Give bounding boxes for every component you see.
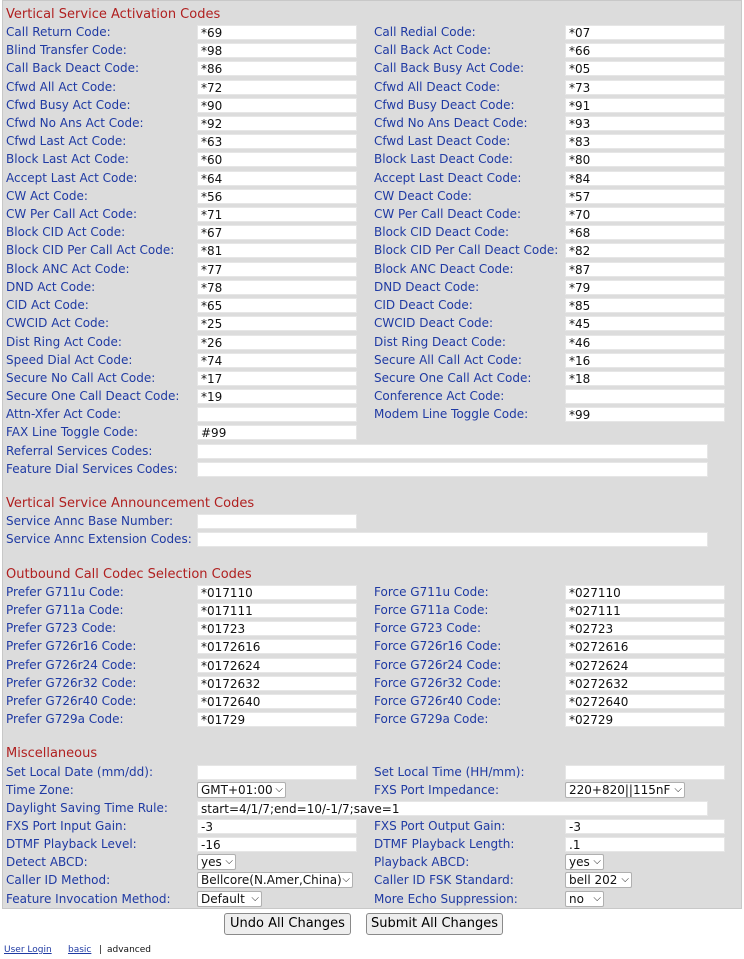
code-input[interactable]: *83	[565, 134, 725, 149]
code-label: Secure All Call Act Code:	[374, 353, 522, 367]
codec-input[interactable]: *02723	[565, 621, 725, 636]
code-input[interactable]: *45	[565, 316, 725, 331]
code-label: Call Redial Code:	[374, 25, 476, 39]
section-title-vertical-service-announcement: Vertical Service Announcement Codes	[6, 496, 255, 511]
chevron-down-icon: ⌵	[593, 893, 601, 904]
code-label: Cfwd No Ans Deact Code:	[374, 116, 528, 130]
undo-all-changes-button[interactable]: Undo All Changes	[224, 913, 351, 935]
user-login-link[interactable]: User Login	[4, 945, 52, 955]
code-input[interactable]: *46	[565, 335, 725, 350]
code-input[interactable]: *79	[565, 280, 725, 295]
code-input[interactable]: *70	[565, 207, 725, 222]
code-label: CWCID Deact Code:	[374, 316, 494, 330]
code-input[interactable]: *73	[565, 80, 725, 95]
service-annc-base-label: Service Annc Base Number:	[6, 514, 174, 528]
fxs-input-gain-label: FXS Port Input Gain:	[6, 819, 127, 833]
code-input[interactable]: *07	[565, 25, 725, 40]
code-label: CW Per Call Act Code:	[6, 207, 138, 221]
codec-label: Force G726r16 Code:	[374, 639, 502, 653]
feature-invocation-select[interactable]	[197, 891, 262, 907]
codec-input[interactable]: *027110	[565, 585, 725, 600]
code-label: Speed Dial Act Code:	[6, 353, 133, 367]
feature-invocation-select-value: Default	[201, 892, 245, 906]
codec-label: Prefer G723 Code:	[6, 621, 117, 635]
code-input[interactable]: *93	[565, 116, 725, 131]
code-label: CW Act Code:	[6, 189, 88, 203]
code-input[interactable]: *26	[197, 335, 357, 350]
code-input[interactable]: *18	[565, 371, 725, 386]
fxs-input-gain-input[interactable]: -3	[197, 819, 357, 834]
referral-services-label: Referral Services Codes:	[6, 444, 153, 458]
code-input[interactable]: *85	[565, 298, 725, 313]
codec-label: Prefer G726r32 Code:	[6, 676, 137, 690]
codec-input[interactable]: *0172624	[197, 658, 357, 673]
code-label: Dist Ring Deact Code:	[374, 335, 506, 349]
codec-label: Force G729a Code:	[374, 712, 489, 726]
code-label: Block CID Per Call Deact Code:	[374, 243, 559, 257]
chevron-down-icon: ⌵	[342, 874, 350, 885]
chevron-down-icon: ⌵	[621, 874, 629, 885]
time-zone-select-value: GMT+01:00	[201, 783, 273, 797]
codec-input[interactable]: *02729	[565, 712, 725, 727]
code-input[interactable]	[197, 407, 357, 422]
code-input[interactable]: *98	[197, 43, 357, 58]
section-title-miscellaneous: Miscellaneous	[6, 746, 98, 761]
code-label: Secure One Call Act Code:	[374, 371, 532, 385]
codec-label: Prefer G726r16 Code:	[6, 639, 137, 653]
code-label: Secure One Call Deact Code:	[6, 389, 180, 403]
more-echo-suppression-label: More Echo Suppression:	[374, 892, 518, 906]
code-label: CID Act Code:	[6, 298, 89, 312]
chevron-down-icon: ⌵	[251, 893, 259, 904]
section-title-codec-selection: Outbound Call Codec Selection Codes	[6, 567, 252, 582]
code-label: Accept Last Deact Code:	[374, 171, 522, 185]
codec-label: Prefer G711a Code:	[6, 603, 124, 617]
codec-input[interactable]: *0272640	[565, 694, 725, 709]
advanced-label: advanced	[107, 945, 151, 955]
code-input[interactable]: *71	[197, 207, 357, 222]
dtmf-playback-length-input[interactable]: .1	[565, 837, 725, 852]
codec-label: Prefer G726r24 Code:	[6, 658, 137, 672]
code-label: Dist Ring Act Code:	[6, 335, 122, 349]
code-input[interactable]: *92	[197, 116, 357, 131]
set-local-time-label: Set Local Time (HH/mm):	[374, 765, 525, 779]
code-input[interactable]: *78	[197, 280, 357, 295]
code-label: Cfwd Busy Deact Code:	[374, 98, 515, 112]
code-input[interactable]: *05	[565, 61, 725, 76]
codec-label: Force G726r32 Code:	[374, 676, 502, 690]
fxs-port-impedance-select-value: 220+820||115nF	[569, 783, 671, 797]
time-zone-label: Time Zone:	[6, 783, 74, 797]
codec-input[interactable]: *0272632	[565, 676, 725, 691]
code-label: Attn-Xfer Act Code:	[6, 407, 122, 421]
code-label: Call Return Code:	[6, 25, 111, 39]
code-label: Block Last Act Code:	[6, 152, 129, 166]
detect-abcd-select-value: yes	[201, 855, 222, 869]
daylight-saving-label: Daylight Saving Time Rule:	[6, 801, 168, 815]
code-label: Cfwd All Deact Code:	[374, 80, 501, 94]
code-input[interactable]: *84	[565, 171, 725, 186]
code-input[interactable]: *72	[197, 80, 357, 95]
code-label: Blind Transfer Code:	[6, 43, 127, 57]
set-local-time-input[interactable]	[565, 765, 725, 780]
footer-separator: |	[99, 945, 103, 955]
code-input[interactable]: *66	[565, 43, 725, 58]
detect-abcd-label: Detect ABCD:	[6, 855, 88, 869]
code-label: CW Per Call Deact Code:	[374, 207, 522, 221]
caller-id-fsk-label: Caller ID FSK Standard:	[374, 873, 514, 887]
code-label: Cfwd Busy Act Code:	[6, 98, 131, 112]
chevron-down-icon: ⌵	[593, 856, 601, 867]
code-input[interactable]: *74	[197, 353, 357, 368]
code-input[interactable]: *60	[197, 152, 357, 167]
service-annc-ext-label: Service Annc Extension Codes:	[6, 532, 192, 546]
daylight-saving-input[interactable]: start=4/1/7;end=10/-1/7;save=1	[197, 801, 708, 816]
submit-all-changes-button[interactable]: Submit All Changes	[366, 913, 503, 935]
basic-link[interactable]: basic	[68, 945, 92, 955]
fxs-output-gain-input[interactable]: -3	[565, 819, 725, 834]
code-input[interactable]: *57	[565, 189, 725, 204]
codec-input[interactable]: *027111	[565, 603, 725, 618]
code-label: Block CID Act Code:	[6, 225, 126, 239]
fxs-port-impedance-select[interactable]	[565, 782, 685, 798]
code-input[interactable]: *17	[197, 371, 357, 386]
caller-id-method-select[interactable]	[197, 872, 353, 888]
code-input[interactable]: *86	[197, 61, 357, 76]
code-label: FAX Line Toggle Code:	[6, 425, 139, 439]
code-label: Call Back Deact Code:	[6, 61, 140, 75]
code-input[interactable]: *82	[565, 243, 725, 258]
codec-input[interactable]: *0172632	[197, 676, 357, 691]
code-label: DND Deact Code:	[374, 280, 480, 294]
code-label: CID Deact Code:	[374, 298, 473, 312]
code-input[interactable]: *77	[197, 262, 357, 277]
code-label: DND Act Code:	[6, 280, 96, 294]
dtmf-playback-level-label: DTMF Playback Level:	[6, 837, 137, 851]
code-label: CW Deact Code:	[374, 189, 472, 203]
feature-invocation-label: Feature Invocation Method:	[6, 892, 171, 906]
caller-id-fsk-select[interactable]	[565, 872, 632, 888]
code-label: Block ANC Deact Code:	[374, 262, 514, 276]
detect-abcd-select[interactable]	[197, 854, 236, 870]
code-input[interactable]: *90	[197, 98, 357, 113]
code-input[interactable]: *91	[565, 98, 725, 113]
code-label: Call Back Act Code:	[374, 43, 492, 57]
code-input[interactable]: *56	[197, 189, 357, 204]
code-input[interactable]: *63	[197, 134, 357, 149]
feature-dial-services-label: Feature Dial Services Codes:	[6, 462, 178, 476]
more-echo-suppression-select-value: no	[569, 892, 584, 906]
caller-id-method-select-value: Bellcore(N.Amer,China)	[201, 873, 342, 887]
codec-input[interactable]: *0272616	[565, 639, 725, 654]
caller-id-fsk-select-value: bell 202	[569, 873, 618, 887]
codec-label: Force G711u Code:	[374, 585, 489, 599]
codec-label: Prefer G729a Code:	[6, 712, 124, 726]
codec-input[interactable]: *0172616	[197, 639, 357, 654]
codec-input[interactable]: *017111	[197, 603, 357, 618]
chevron-down-icon: ⌵	[674, 784, 682, 795]
code-label: Conference Act Code:	[374, 389, 505, 403]
code-label: Cfwd Last Act Code:	[6, 134, 127, 148]
feature-dial-services-input[interactable]	[197, 462, 708, 477]
set-local-date-label: Set Local Date (mm/dd):	[6, 765, 153, 779]
codec-input[interactable]: *0272624	[565, 658, 725, 673]
dtmf-playback-length-label: DTMF Playback Length:	[374, 837, 515, 851]
code-input[interactable]: *81	[197, 243, 357, 258]
code-input[interactable]: *80	[565, 152, 725, 167]
section-title-vertical-service-activation: Vertical Service Activation Codes	[6, 7, 221, 22]
code-input[interactable]: *65	[197, 298, 357, 313]
code-input[interactable]: *19	[197, 389, 357, 404]
code-input[interactable]: *87	[565, 262, 725, 277]
code-input[interactable]: *69	[197, 25, 357, 40]
chevron-down-icon: ⌵	[275, 784, 283, 795]
time-zone-select[interactable]	[197, 782, 286, 798]
codec-label: Force G726r24 Code:	[374, 658, 502, 672]
code-label: Block Last Deact Code:	[374, 152, 513, 166]
code-label: CWCID Act Code:	[6, 316, 110, 330]
codec-label: Force G711a Code:	[374, 603, 489, 617]
code-input[interactable]: *67	[197, 225, 357, 240]
code-label: Block CID Deact Code:	[374, 225, 510, 239]
code-label: Block ANC Act Code:	[6, 262, 130, 276]
codec-input[interactable]: *01729	[197, 712, 357, 727]
code-label: Block CID Per Call Act Code:	[6, 243, 175, 257]
more-echo-suppression-select[interactable]	[565, 891, 604, 907]
code-input[interactable]: *25	[197, 316, 357, 331]
code-label: Cfwd All Act Code:	[6, 80, 117, 94]
codec-label: Prefer G711u Code:	[6, 585, 124, 599]
code-label: Cfwd No Ans Act Code:	[6, 116, 144, 130]
code-input[interactable]	[565, 389, 725, 404]
dtmf-playback-level-input[interactable]: -16	[197, 837, 357, 852]
fxs-port-impedance-label: FXS Port Impedance:	[374, 783, 499, 797]
referral-services-input[interactable]	[197, 444, 708, 459]
code-input[interactable]: *64	[197, 171, 357, 186]
code-label: Secure No Call Act Code:	[6, 371, 156, 385]
code-label: Modem Line Toggle Code:	[374, 407, 529, 421]
service-annc-base-input[interactable]	[197, 514, 357, 529]
playback-abcd-label: Playback ABCD:	[374, 855, 470, 869]
code-label: Accept Last Act Code:	[6, 171, 138, 185]
code-input[interactable]: #99	[197, 425, 357, 440]
set-local-date-input[interactable]	[197, 765, 357, 780]
code-input[interactable]: *68	[565, 225, 725, 240]
codec-label: Prefer G726r40 Code:	[6, 694, 137, 708]
fxs-output-gain-label: FXS Port Output Gain:	[374, 819, 506, 833]
playback-abcd-select[interactable]	[565, 854, 604, 870]
chevron-down-icon: ⌵	[225, 856, 233, 867]
codec-label: Force G723 Code:	[374, 621, 482, 635]
service-annc-ext-input[interactable]	[197, 532, 708, 547]
code-label: Call Back Busy Act Code:	[374, 61, 525, 75]
codec-label: Force G726r40 Code:	[374, 694, 502, 708]
code-input[interactable]: *99	[565, 407, 725, 422]
code-input[interactable]: *16	[565, 353, 725, 368]
codec-input[interactable]: *017110	[197, 585, 357, 600]
code-label: Cfwd Last Deact Code:	[374, 134, 511, 148]
codec-input[interactable]: *01723	[197, 621, 357, 636]
caller-id-method-label: Caller ID Method:	[6, 873, 111, 887]
codec-input[interactable]: *0172640	[197, 694, 357, 709]
playback-abcd-select-value: yes	[569, 855, 590, 869]
